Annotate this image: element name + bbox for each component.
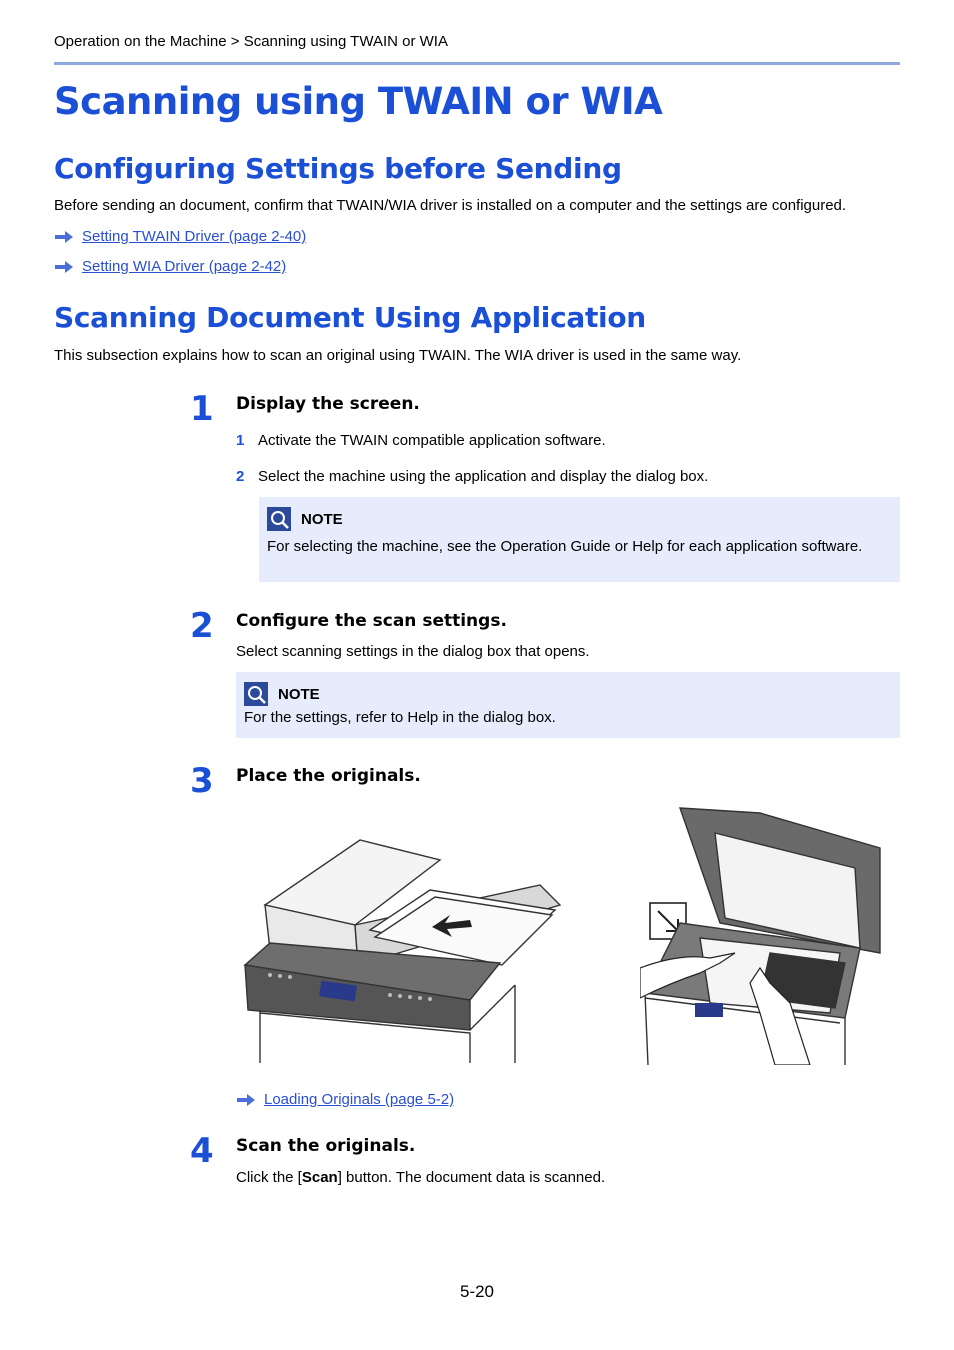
scan-button-label: Scan [301,1169,338,1186]
note-box-2 [236,672,900,738]
adf-loading-illustration [240,835,570,1065]
arrow-right-icon [54,261,74,273]
link-wia-driver[interactable] [54,258,286,275]
step-number-2: 2 [190,606,214,646]
step-title-1: Display the screen. [236,394,420,414]
note-label: NOTE [301,510,343,528]
link-loading-originals-text[interactable]: Loading Originals (page 5-2) [264,1091,455,1108]
arrow-right-icon [236,1094,256,1106]
note-icon [267,507,291,531]
page-number: 5-20 [459,1282,495,1301]
step-text-4-after: ] button. The document data is scanned. [337,1169,606,1186]
link-twain-driver[interactable] [54,228,306,245]
step-title-2: Configure the scan settings. [236,611,507,631]
substep-text: Select the machine using the application and display the dialog box. [258,468,709,485]
substep-1-2 [236,468,708,485]
step-number-3: 3 [190,761,214,801]
link-twain-driver-text[interactable]: Setting TWAIN Driver (page 2-40) [82,228,307,245]
section-intro-configuring: Before sending an document, confirm that TWAIN/WIA driver is installed on a computer and the settings are configured. [54,197,847,214]
note-box-1 [259,497,900,582]
breadcrumb: Operation on the Machine > Scanning using TWAIN or WIA [54,33,448,50]
step-title-3: Place the originals. [236,766,421,786]
note-icon [244,682,268,706]
link-wia-driver-text[interactable]: Setting WIA Driver (page 2-42) [82,258,287,275]
note-text: For the settings, refer to Help in the dialog box. [244,709,556,726]
note-label: NOTE [278,685,320,703]
step-text-4 [236,1168,605,1187]
substep-1-1 [236,432,606,449]
substep-number: 1 [236,432,245,449]
section-heading-configuring: Configuring Settings before Sending [54,152,622,185]
arrow-right-icon [54,231,74,243]
step-text-4-before: Click the [ [236,1169,302,1186]
step-number-1: 1 [190,389,214,429]
platen-loading-illustration [640,803,890,1065]
section-heading-scanning: Scanning Document Using Application [54,301,646,334]
header-rule [54,62,900,65]
step-title-4: Scan the originals. [236,1136,416,1156]
step-number-4: 4 [190,1131,214,1171]
page-title: Scanning using TWAIN or WIA [54,80,663,123]
substep-text: Activate the TWAIN compatible application software. [258,432,606,449]
substep-number: 2 [236,468,245,485]
section-intro-scanning: This subsection explains how to scan an original using TWAIN. The WIA driver is used in the same way. [54,347,742,364]
step-text-2: Select scanning settings in the dialog box that opens. [236,643,590,660]
link-loading-originals[interactable] [236,1091,454,1108]
note-text: For selecting the machine, see the Operation Guide or Help for each application software. [267,538,863,555]
